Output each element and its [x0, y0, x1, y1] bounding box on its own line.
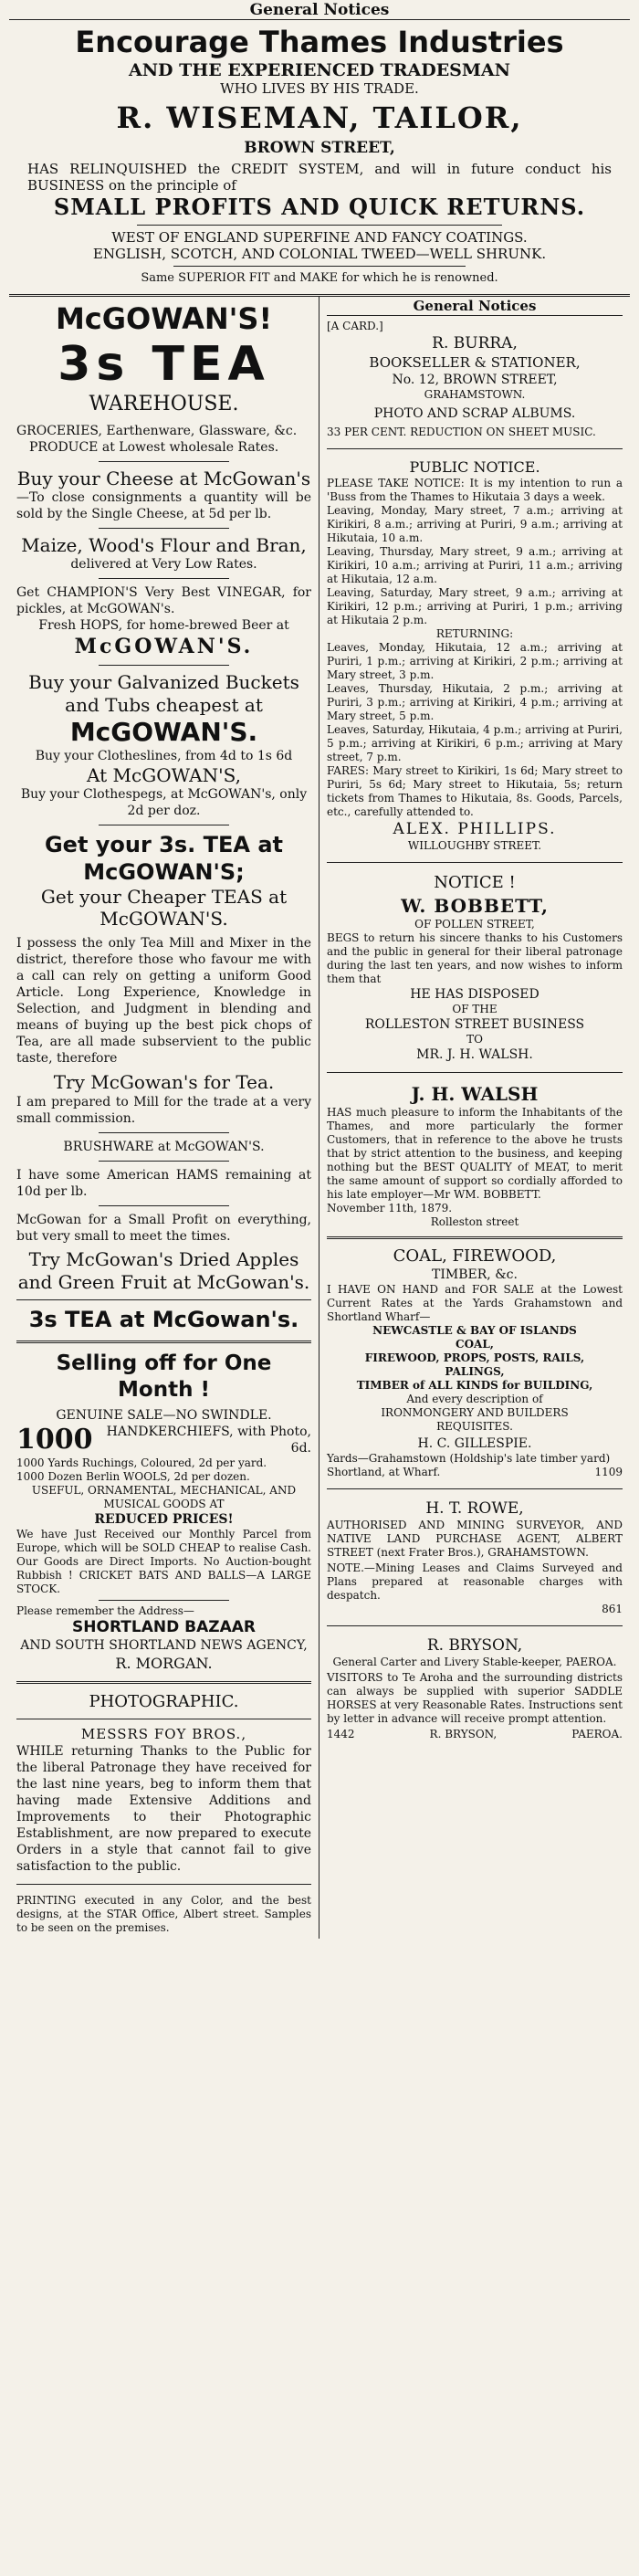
- brushware: BRUSHWARE at McGOWAN'S.: [63, 1140, 265, 1154]
- morgan-title: Selling off for One Month !: [56, 1351, 272, 1402]
- mcgowan-title2: 3s TEA: [58, 337, 270, 392]
- maize-head: Maize, Wood's Flour and Bran,: [21, 534, 307, 556]
- phillips-ad: [327, 455, 623, 857]
- wiseman-name: R. WISEMAN, TAILOR,: [116, 100, 523, 135]
- phillips-time-1: Leaving, Thursday, Mary street, 9 a.m.; arriving at Kirikiri, 10 a.m.; arriving at Puriri, 11 a.m.; arriving at Hikutaia, 12 a.m.: [327, 545, 623, 585]
- phillips-fares: FARES: Mary street to Kirikiri, 1s 6d; Mary street to Puriri, 5s 6d; Mary street to Hikutaia, 5s; return tickets from Thames to Hikutaia, 8s. Goods, Parcels, etc., carefully attended to.: [327, 764, 623, 818]
- morgan-bazaar: SHORTLAND BAZAAR: [72, 1618, 256, 1636]
- gillespie-name: H. C. GILLESPIE.: [417, 1436, 532, 1451]
- right-header: General Notices: [327, 297, 623, 316]
- morgan-l4: REDUCED PRICES!: [94, 1512, 234, 1527]
- walsh-ad: [327, 1078, 623, 1233]
- bryson-town: PAEROA.: [571, 1728, 623, 1740]
- bryson-sig: R. BRYSON,: [429, 1728, 498, 1740]
- gillespie-l4: PALINGS,: [445, 1365, 505, 1378]
- mcgowan-produce: PRODUCE at Lowest wholesale Rates.: [29, 440, 279, 455]
- tea-sub: Get your Cheaper TEAS at McGOWAN'S.: [40, 886, 288, 930]
- phillips-return-0: Leaves, Monday, Hikutaia, 12 a.m.; arriving at Puriri, 1 p.m.; arriving at Kirikiri, 2 p.m.; arriving at Mary street, 3 p.m.: [327, 641, 623, 681]
- bobbett-of: OF POLLEN STREET,: [414, 918, 535, 931]
- gillespie-l6: And every description of: [406, 1393, 543, 1405]
- rowe-ad: [327, 1495, 623, 1620]
- printing-ad: [16, 1890, 311, 1939]
- burra-town: GRAHAMSTOWN.: [424, 388, 526, 401]
- mill: I am prepared to Mill for the trade at a very small commission.: [16, 1095, 311, 1126]
- burra-name: R. BURRA,: [432, 334, 518, 352]
- morgan-agency: AND SOUTH SHORTLAND NEWS AGENCY,: [20, 1638, 308, 1653]
- gillespie-l8: REQUISITES.: [436, 1420, 513, 1433]
- phillips-time-0: Leaving, Monday, Mary street, 7 a.m.; arriving at Kirikiri, 8 a.m.; arriving at Puriri, 9 a.m.; arriving at Hikutaia, 10 a.m.: [327, 504, 623, 544]
- mcgowan-footer: 3s TEA at McGowan's.: [28, 1307, 299, 1332]
- apples: Try McGowan's Dried Apples and Green Fruit at McGowan's.: [17, 1248, 310, 1293]
- bobbett-ad: [327, 868, 623, 1067]
- mcg1: McGOWAN'S.: [74, 635, 254, 658]
- morgan-l2: 1000 Dozen Berlin WOOLS, 2d per dozen.: [16, 1470, 250, 1483]
- foy-name: MESSRS FOY BROS.,: [80, 1726, 247, 1742]
- bobbett-to: TO: [466, 1033, 483, 1046]
- bobbett-business: ROLLESTON STREET BUSINESS: [364, 1017, 585, 1032]
- morgan-hk: HANDKERCHIEFS, with Photo, 6d.: [106, 1425, 311, 1456]
- walsh-street: Rolleston street: [430, 1215, 519, 1228]
- wiseman-line2: ENGLISH, SCOTCH, AND COLONIAL TWEED—WELL SHRUNK.: [92, 246, 547, 262]
- burra-ad: [327, 316, 623, 443]
- gillespie-l3: FIREWOOD, PROPS, POSTS, RAILS,: [364, 1351, 585, 1364]
- gillespie-sub: TIMBER, &c.: [432, 1267, 518, 1282]
- clothes2: Buy your Clothespegs, at McGOWAN's, only 2d per doz.: [20, 787, 308, 818]
- wiseman-headline: Encourage Thames Industries: [75, 25, 564, 59]
- phillips-return-1: Leaves, Thursday, Hikutaia, 2 p.m.; arriving at Puriri, 3 p.m.; arriving at Kirikiri, 4 p.m.; arriving at Mary street, 5 p.m.: [327, 682, 623, 722]
- mcg2: McGOWAN'S.: [69, 717, 258, 747]
- phillips-intro: PLEASE TAKE NOTICE: It is my intention to run a 'Buss from the Thames to Hikutaia 3 days a week.: [327, 477, 623, 503]
- right-column: [320, 297, 630, 1939]
- gillespie-num: 1109: [594, 1466, 623, 1478]
- rowe-num: 861: [602, 1603, 623, 1615]
- wiseman-sub1: AND THE EXPERIENCED TRADESMAN: [128, 60, 511, 80]
- morgan-num: 1000: [16, 1424, 93, 1456]
- morgan-sub: GENUINE SALE—NO SWINDLE.: [56, 1408, 272, 1423]
- bobbett-of-the: OF THE: [452, 1003, 498, 1015]
- bryson-body: VISITORS to Te Aroha and the surrounding districts can always be supplied with superior SADDLE HORSES at very Reasonable Rates. Instructions sent by letter in advance will receive prompt attention.: [327, 1671, 623, 1725]
- burra-music: 33 PER CENT. REDUCTION ON SHEET MUSIC.: [327, 426, 596, 438]
- maize-body: delivered at Very Low Rates.: [70, 557, 257, 572]
- try-tea: Try McGowan's for Tea.: [53, 1071, 275, 1093]
- gillespie-body: I HAVE ON HAND and FOR SALE at the Lowest Current Rates at the Yards Grahamstown and Shortland Wharf—: [327, 1283, 623, 1323]
- morgan-name: R. MORGAN.: [115, 1655, 213, 1672]
- gillespie-yards: Yards—Grahamstown (Holdship's late timber yard): [327, 1452, 611, 1465]
- wiseman-line1: WEST OF ENGLAND SUPERFINE AND FANCY COATINGS.: [111, 229, 528, 246]
- bryson-title: General Carter and Livery Stable-keeper, PAEROA.: [332, 1656, 617, 1668]
- bobbett-disposed: HE HAS DISPOSED: [410, 987, 539, 1002]
- mcgowan-title3: WAREHOUSE.: [89, 393, 239, 415]
- burra-addr: No. 12, BROWN STREET,: [392, 373, 558, 387]
- bryson-num: 1442: [327, 1728, 355, 1740]
- printing-body: PRINTING executed in any Color, and the best designs, at the STAR Office, Albert street. Samples to be seen on the premises.: [16, 1894, 311, 1934]
- bryson-ad: [327, 1632, 623, 1745]
- wiseman-ad: [9, 20, 630, 287]
- bobbett-name: W. BOBBETT,: [401, 895, 549, 917]
- rowe-note: NOTE.—Mining Leases and Claims Surveyed and Plans prepared at reasonable charges with despatch.: [327, 1561, 623, 1602]
- burra-card: [A CARD.]: [327, 320, 383, 332]
- gillespie-ad: [327, 1243, 623, 1483]
- phillips-return-2: Leaves, Saturday, Hikutaia, 4 p.m.; arriving at Puriri, 5 p.m.; arriving at Kirikiri, 6 p.m.; arriving at Mary street, 7 p.m.: [327, 723, 623, 763]
- gillespie-l2: COAL,: [456, 1338, 494, 1351]
- wiseman-line3: Same SUPERIOR FIT and MAKE for which he is renowned.: [141, 271, 498, 285]
- gillespie-l7: IRONMONGERY AND BUILDERS: [381, 1406, 569, 1419]
- wiseman-slogan: SMALL PROFITS AND QUICK RETURNS.: [53, 194, 586, 220]
- rowe-body: AUTHORISED AND MINING SURVEYOR, AND NATIVE LAND PURCHASE AGENT, ALBERT STREET (next Frater Bros.), GRAHAMSTOWN.: [327, 1519, 623, 1559]
- gillespie-title: COAL, FIREWOOD,: [393, 1246, 557, 1266]
- bryson-name: R. BRYSON,: [426, 1636, 523, 1655]
- cheese-body: —To close consignments a quantity will be sold by the Single Cheese, at 5d per lb.: [16, 490, 311, 521]
- burra-title: BOOKSELLER & STATIONER,: [369, 354, 581, 371]
- mcgowan-title1: McGOWAN'S!: [55, 301, 273, 336]
- morgan-addr: Please remember the Address—: [16, 1604, 194, 1617]
- phillips-name: ALEX. PHILLIPS.: [393, 820, 557, 838]
- mcgowan-ad: [16, 297, 311, 1337]
- bobbett-walsh: MR. J. H. WALSH.: [416, 1047, 533, 1062]
- mcg3: At McGOWAN'S,: [87, 764, 241, 786]
- hams: I have some American HAMS remaining at 10d per lb.: [16, 1168, 311, 1199]
- profit: McGowan for a Small Profit on everything, but very small to meet the times.: [16, 1213, 311, 1244]
- rowe-name: H. T. ROWE,: [425, 1499, 524, 1518]
- phillips-returning: RETURNING:: [435, 627, 514, 640]
- vinegar: Get CHAMPION'S Very Best VINEGAR, for pickles, at McGOWAN's.: [16, 585, 311, 616]
- gillespie-wharf: Shortland, at Wharf.: [327, 1466, 441, 1478]
- two-columns: [9, 294, 630, 1939]
- phillips-time-2: Leaving, Saturday, Mary street, 9 a.m.; arriving at Kirikiri, 12 p.m.; arriving at Puriri, 1 p.m.; arriving at Hikutaia 2 p.m.: [327, 586, 623, 626]
- tea-head: Get your 3s. TEA at McGOWAN'S;: [44, 832, 284, 885]
- gillespie-l5: TIMBER of ALL KINDS for BUILDING,: [356, 1379, 593, 1392]
- walsh-date: November 11th, 1879.: [327, 1202, 453, 1214]
- wiseman-sub2: WHO LIVES BY HIS TRADE.: [220, 80, 419, 97]
- bobbett-notice: NOTICE !: [434, 873, 516, 892]
- wiseman-body: HAS RELINQUISHED the CREDIT SYSTEM, and will in future conduct his BUSINESS on the principle of: [27, 161, 612, 194]
- gillespie-l1: NEWCASTLE & BAY OF ISLANDS: [372, 1324, 577, 1337]
- phillips-street: WILLOUGHBY STREET.: [407, 839, 542, 852]
- wiseman-street: BROWN STREET,: [244, 139, 395, 157]
- foy-title: PHOTOGRAPHIC.: [89, 1692, 239, 1711]
- foy-body: WHILE returning Thanks to the Public for the liberal Patronage they have received for the last nine years, beg to inform them that having made Extensive Additions and Improvements to their Photographic Establishment, are now prepared to execute Orders in a style that cannot fail to give satisfaction to the public.: [16, 1744, 311, 1874]
- tea-body: I possess the only Tea Mill and Mixer in the district, therefore those who favour me with a call can rely on getting a uniform Good Article. Long Experience, Knowledge in Selection, and Judgment in blending and means of buying up the best pick chops of Tea, are all made subservient to the public taste, therefore: [16, 936, 311, 1066]
- phillips-title: PUBLIC NOTICE.: [409, 458, 540, 476]
- morgan-ad: [16, 1347, 311, 1677]
- section-header: General Notices: [9, 0, 630, 20]
- morgan-l3: USEFUL, ORNAMENTAL, MECHANICAL, AND MUSICAL GOODS AT: [31, 1484, 297, 1510]
- walsh-name: J. H. WALSH: [411, 1083, 539, 1105]
- buckets-head: Buy your Galvanized Buckets and Tubs cheapest at: [28, 671, 299, 716]
- morgan-body: We have Just Received our Monthly Parcel from Europe, which will be SOLD CHEAP to realise Cash. Our Goods are Direct Imports. No Auction-bought Rubbish ! CRICKET BATS AND BALLS—A LARGE STOCK.: [16, 1528, 311, 1595]
- clothes1: Buy your Clotheslines, from 4d to 1s 6d: [35, 749, 293, 763]
- cheese-head: Buy your Cheese at McGowan's: [16, 468, 311, 489]
- mcgowan-groceries: GROCERIES, Earthenware, Glassware, &c.: [16, 424, 298, 438]
- morgan-l1: 1000 Yards Ruchings, Coloured, 2d per yard.: [16, 1456, 267, 1469]
- walsh-body: HAS much pleasure to inform the Inhabitants of the Thames, and more particularly the former Customers, that in reference to the above he trusts that by strict attention to the business, and keeping nothing but the BEST QUALITY of MEAT, to merit the same amount of support so cordially afforded to his late employer—Mr WM. BOBBETT.: [327, 1106, 623, 1201]
- burra-photo: PHOTO AND SCRAP ALBUMS.: [373, 406, 576, 421]
- foy-ad: [16, 1688, 311, 1878]
- left-column: [9, 297, 320, 1939]
- bobbett-body: BEGS to return his sincere thanks to his Customers and the public in general for their liberal patronage during the last ten years, and now wishes to inform them that: [327, 931, 623, 985]
- hops: Fresh HOPS, for home-brewed Beer at: [38, 618, 289, 633]
